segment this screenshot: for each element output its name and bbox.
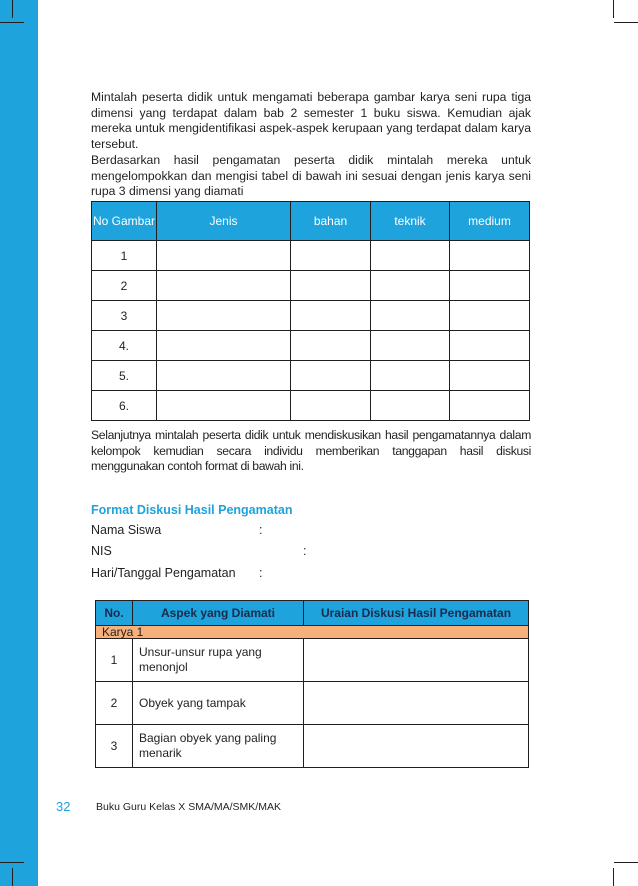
crop-mark-top-left-v xyxy=(12,0,13,18)
cell-uraian[interactable] xyxy=(304,682,529,725)
row-number: 2 xyxy=(92,271,157,301)
header-jenis: Jenis xyxy=(157,202,291,241)
page-number: 32 xyxy=(56,799,71,814)
table-header-row xyxy=(96,601,529,626)
cell-medium[interactable] xyxy=(450,391,530,421)
row-number: 4. xyxy=(92,331,157,361)
cell-teknik[interactable] xyxy=(371,241,450,271)
cell-bahan[interactable] xyxy=(291,331,371,361)
row-number: 6. xyxy=(92,391,157,421)
header-aspek: Aspek yang Diamati xyxy=(133,601,304,626)
table-row xyxy=(92,271,530,301)
header-medium: medium xyxy=(450,202,530,241)
instruction-paragraph: Berdasarkan hasil pengamatan peserta didik mintalah mereka untuk mengelompokkan dan mengisi tabel di bawah ini sesuai dengan jenis karya seni rupa 3 dimensi yang diamati xyxy=(91,153,531,199)
cell-medium[interactable] xyxy=(450,331,530,361)
crop-mark-top-right-h xyxy=(614,22,638,23)
header-no-gambar: No Gambar xyxy=(92,202,157,241)
table-row xyxy=(92,301,530,331)
row-number: 1 xyxy=(96,639,133,682)
cell-medium[interactable] xyxy=(450,271,530,301)
cell-bahan[interactable] xyxy=(291,391,371,421)
header-uraian: Uraian Diskusi Hasil Pengamatan xyxy=(304,601,529,626)
cell-teknik[interactable] xyxy=(371,301,450,331)
cell-teknik[interactable] xyxy=(371,361,450,391)
cell-jenis[interactable] xyxy=(157,331,291,361)
discussion-paragraph: Selanjutnya mintalah peserta didik untuk mendiskusikan hasil pengamatannya dalam kelompok kemudian secara individu memberikan tanggapan hasil diskusi menggunakan contoh format di bawah ini. xyxy=(91,428,531,474)
table-row xyxy=(92,361,530,391)
crop-mark-top-left-h xyxy=(0,22,24,23)
cell-teknik[interactable] xyxy=(371,331,450,361)
table-row xyxy=(92,391,530,421)
cell-bahan[interactable] xyxy=(291,241,371,271)
table-row xyxy=(96,639,529,682)
page-side-bar xyxy=(0,0,38,886)
cell-jenis[interactable] xyxy=(157,301,291,331)
footer-book-title: Buku Guru Kelas X SMA/MA/SMK/MAK xyxy=(96,801,281,813)
row-number: 3 xyxy=(92,301,157,331)
crop-mark-bottom-right-v xyxy=(613,868,614,886)
classification-table xyxy=(91,201,530,421)
crop-mark-bottom-left-h xyxy=(0,862,24,863)
field-nama-siswa-label: Nama Siswa xyxy=(91,523,162,537)
table-header-row xyxy=(92,202,530,241)
cell-jenis[interactable] xyxy=(157,361,291,391)
cell-bahan[interactable] xyxy=(291,271,371,301)
table-row xyxy=(96,682,529,725)
cell-bahan[interactable] xyxy=(291,361,371,391)
intro-paragraph: Mintalah peserta didik untuk mengamati beberapa gambar karya seni rupa tiga dimensi yang terdapat dalam bab 2 semester 1 buku siswa. Kemudian ajak mereka untuk mengidentifikasi aspek-aspek kerupaan yang terdapat dalam karya tersebut. xyxy=(91,90,531,151)
cell-jenis[interactable] xyxy=(157,391,291,421)
row-number: 1 xyxy=(92,241,157,271)
section-label-karya: Karya 1 xyxy=(96,626,529,639)
cell-jenis[interactable] xyxy=(157,241,291,271)
row-aspek: Obyek yang tampak xyxy=(133,682,304,725)
cell-jenis[interactable] xyxy=(157,271,291,301)
row-number: 3 xyxy=(96,725,133,768)
crop-mark-bottom-right-h xyxy=(614,862,638,863)
cell-medium[interactable] xyxy=(450,361,530,391)
row-aspek: Bagian obyek yang paling menarik xyxy=(133,725,304,768)
format-title: Format Diskusi Hasil Pengamatan xyxy=(91,503,293,517)
field-nis-label: NIS xyxy=(91,544,112,558)
cell-teknik[interactable] xyxy=(371,391,450,421)
row-aspek: Unsur-unsur rupa yang menonjol xyxy=(133,639,304,682)
header-bahan: bahan xyxy=(291,202,371,241)
table-row xyxy=(92,241,530,271)
table-row xyxy=(92,331,530,361)
cell-uraian[interactable] xyxy=(304,639,529,682)
cell-medium[interactable] xyxy=(450,241,530,271)
cell-uraian[interactable] xyxy=(304,725,529,768)
field-nis-colon: : xyxy=(303,544,307,558)
row-number: 5. xyxy=(92,361,157,391)
discussion-format-table xyxy=(95,600,529,768)
field-tanggal-colon: : xyxy=(259,566,263,580)
row-number: 2 xyxy=(96,682,133,725)
header-no: No. xyxy=(96,601,133,626)
cell-bahan[interactable] xyxy=(291,301,371,331)
header-teknik: teknik xyxy=(371,202,450,241)
crop-mark-top-right-v xyxy=(613,0,614,18)
cell-teknik[interactable] xyxy=(371,271,450,301)
field-tanggal-label: Hari/Tanggal Pengamatan xyxy=(91,566,236,580)
cell-medium[interactable] xyxy=(450,301,530,331)
field-nama-siswa-colon: : xyxy=(259,523,263,537)
section-row xyxy=(96,626,529,639)
table-row xyxy=(96,725,529,768)
crop-mark-bottom-left-v xyxy=(12,868,13,886)
